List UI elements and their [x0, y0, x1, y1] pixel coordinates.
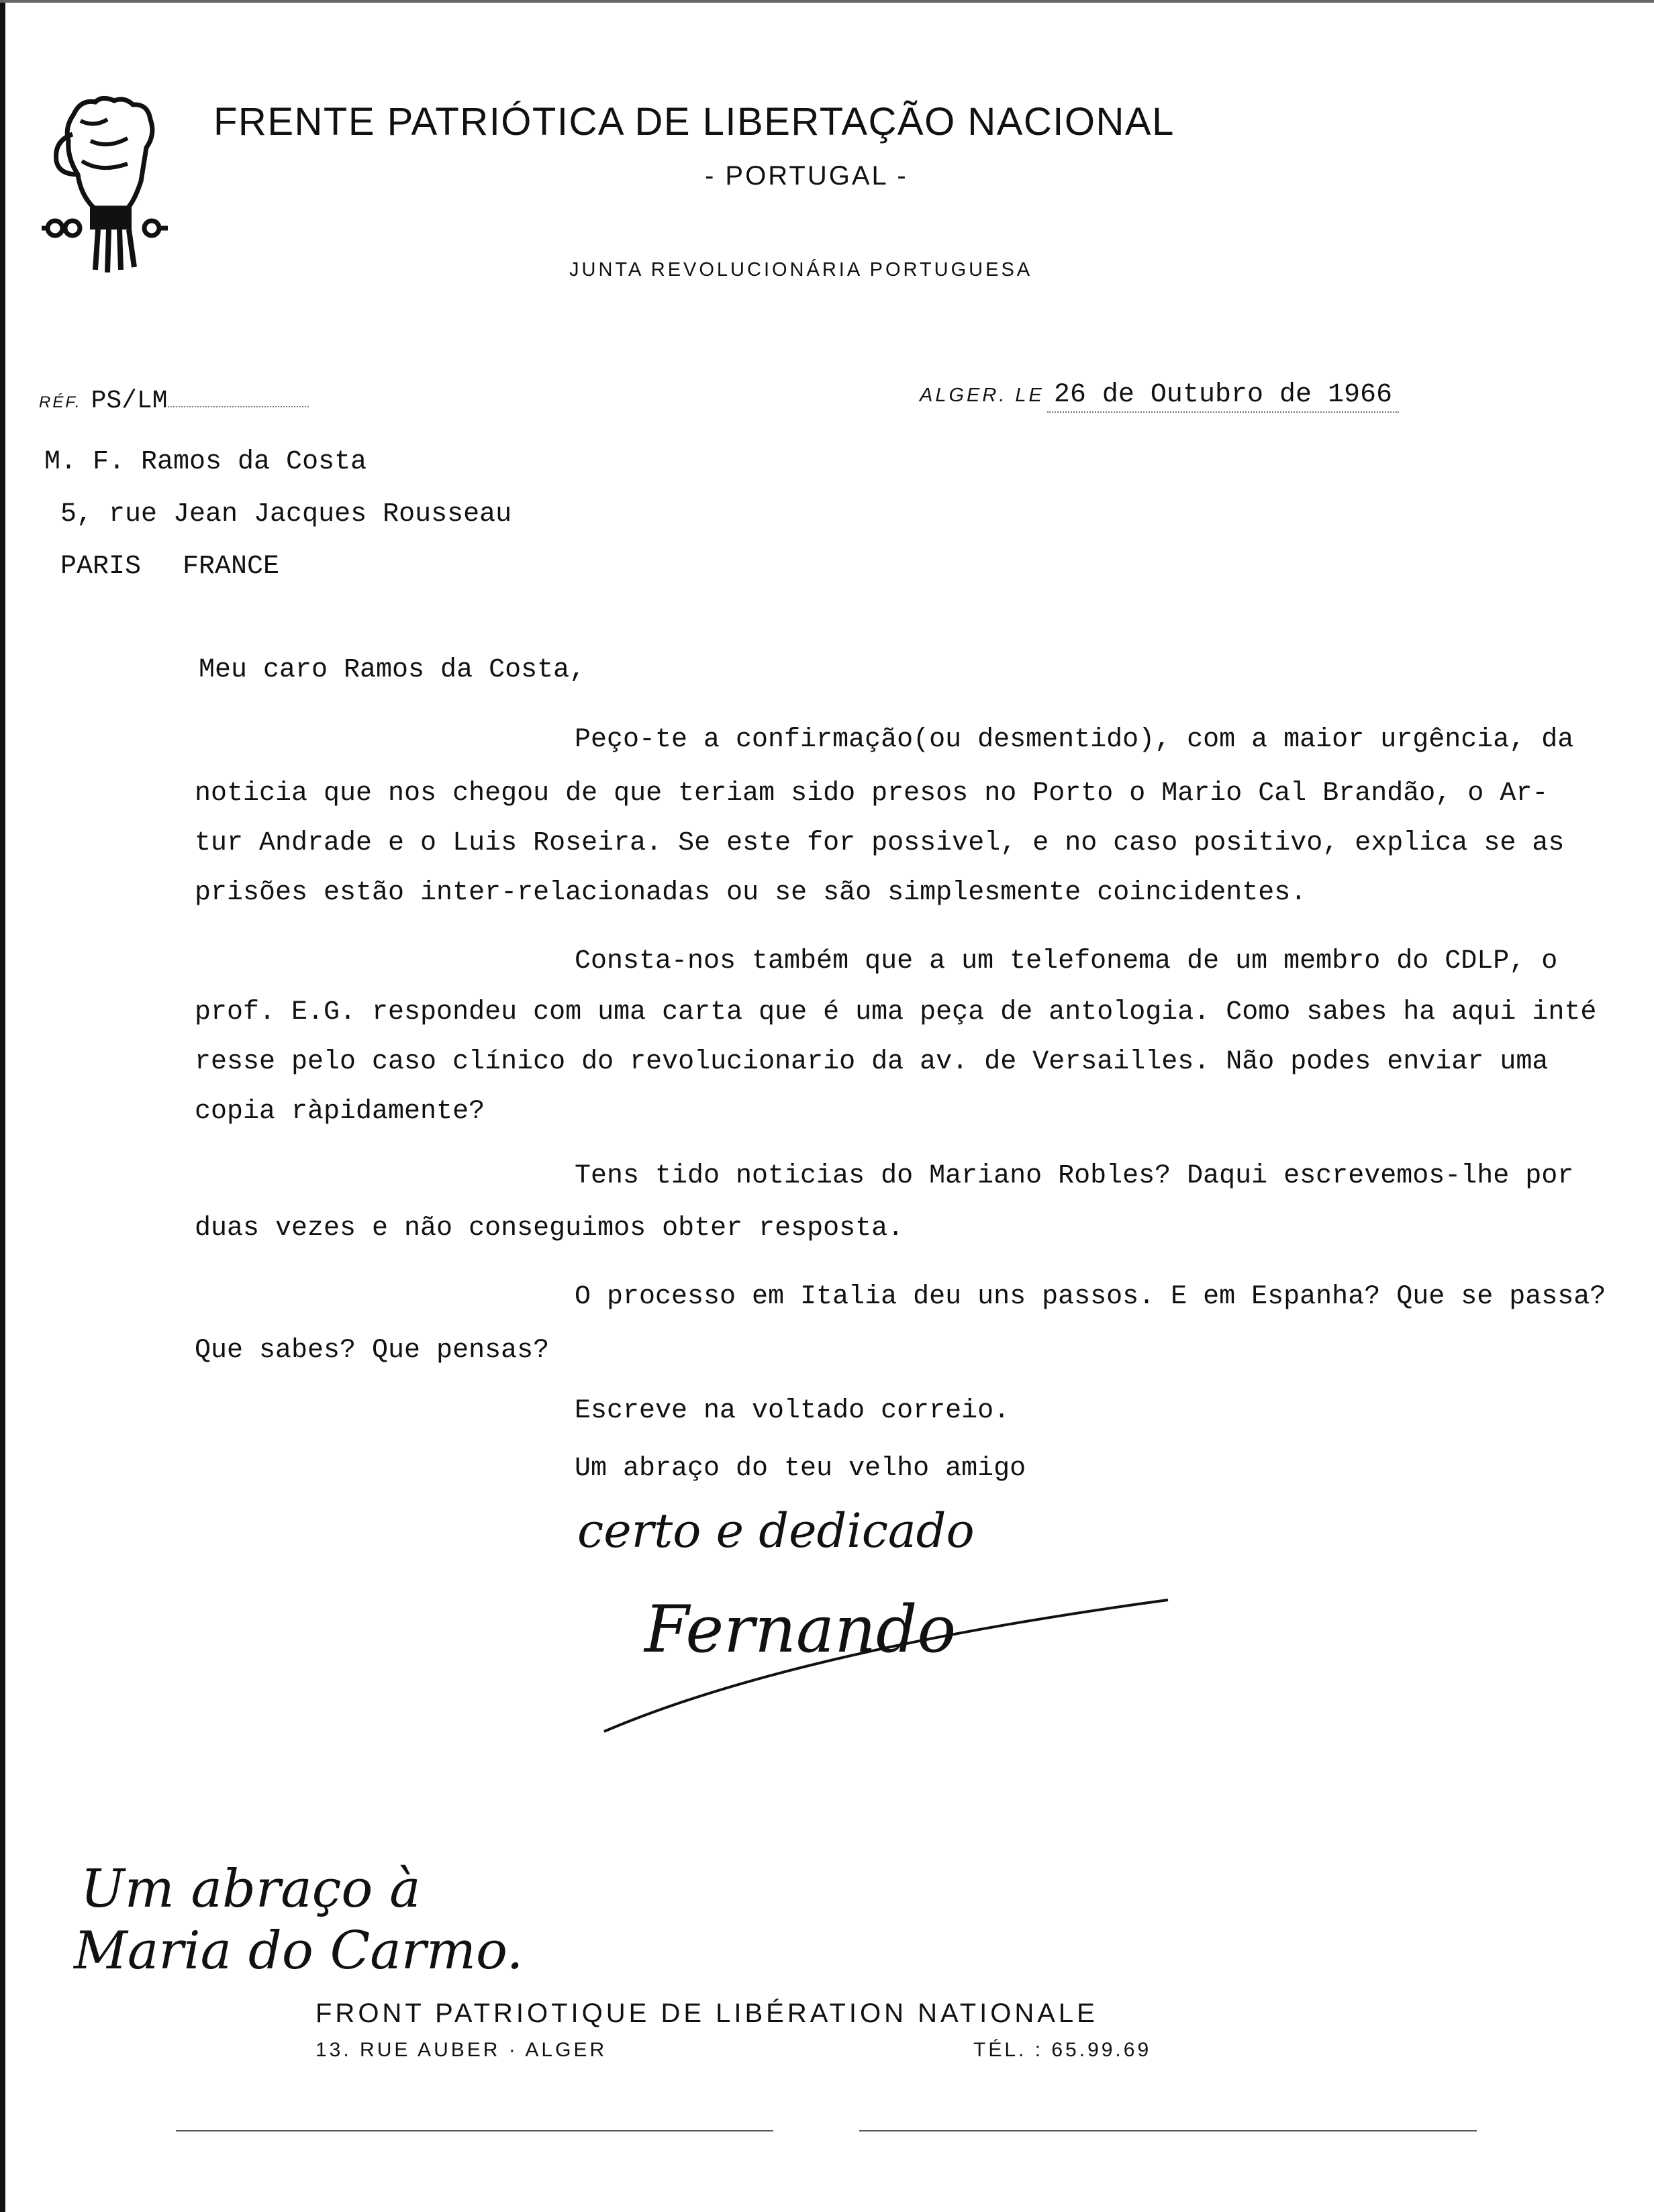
recipient-country: FRANCE	[183, 552, 280, 582]
recipient-city: PARIS	[60, 552, 142, 582]
body-line: Consta-nos também que a um telefonema de um membro do CDLP, o	[575, 946, 1558, 976]
footer-rule-right	[859, 2130, 1477, 2131]
place-label: ALGER. LE	[920, 385, 1044, 406]
letter-date: 26 de Outubro de 1966	[1047, 380, 1399, 413]
body-line: duas vezes e não conseguimos obter resposta.	[195, 1213, 904, 1244]
body-line: copia ràpidamente?	[195, 1097, 485, 1127]
signature: Fernando	[644, 1592, 957, 1667]
letterhead-junta: JUNTA REVOLUCIONÁRIA PORTUGUESA	[569, 259, 1033, 281]
body-line: resse pelo caso clínico do revolucionario da av. de Versailles. Não podes enviar uma	[195, 1047, 1549, 1077]
body-line: O processo em Italia deu uns passos. E em Espanha? Que se passa?	[575, 1282, 1606, 1312]
body-line: prof. E.G. respondeu com uma carta que é uma peça de antologia. Como sabes ha aqui inté	[195, 997, 1597, 1027]
place-date-line	[920, 380, 1399, 410]
body-line: noticia que nos chegou de que teriam sido presos no Porto o Mario Cal Brandão, o Ar-	[195, 778, 1549, 809]
body-line: prisões estão inter-relacionadas ou se são simplesmente coincidentes.	[195, 878, 1307, 908]
scan-edge-left	[0, 0, 5, 2212]
recipient-name: M. F. Ramos da Costa	[44, 447, 367, 477]
footer-tel: TÉL. : 65.99.69	[973, 2039, 1152, 2061]
body-line: tur Andrade e o Luis Roseira. Se este for possivel, e no caso positivo, explica se as	[195, 828, 1565, 858]
reference-line	[39, 387, 309, 415]
postscript-line: Um abraço à	[81, 1859, 421, 1919]
ref-value: PS/LM	[91, 387, 168, 415]
recipient-street: 5, rue Jean Jacques Rousseau	[60, 499, 512, 530]
handwritten-closing: certo e dedicado	[577, 1503, 975, 1558]
closing-line: Um abraço do teu velho amigo	[575, 1454, 1026, 1484]
letterhead-subtitle: - PORTUGAL -	[705, 161, 908, 191]
raised-fist-breaking-chain-icon	[34, 94, 175, 275]
ref-label: RÉF.	[39, 393, 82, 411]
body-line: Que sabes? Que pensas?	[195, 1336, 550, 1366]
footer-rule-left	[176, 2130, 773, 2131]
salutation: Meu caro Ramos da Costa,	[199, 655, 586, 685]
signature-underline	[591, 1591, 1181, 1745]
body-line: Peço-te a confirmação(ou desmentido), com a maior urgência, da	[575, 725, 1574, 755]
scan-edge-top	[0, 0, 1654, 3]
footer-address: 13. RUE AUBER · ALGER	[315, 2039, 607, 2061]
ref-dotted-line	[168, 406, 309, 407]
body-line: Tens tido noticias do Mariano Robles? Daqui escrevemos-lhe por	[575, 1161, 1574, 1191]
closing-line: Escreve na voltado correio.	[575, 1396, 1010, 1426]
footer-org: FRONT PATRIOTIQUE DE LIBÉRATION NATIONALE	[315, 1999, 1098, 2028]
letterhead-title: FRENTE PATRIÓTICA DE LIBERTAÇÃO NACIONAL	[213, 100, 1175, 144]
postscript-line: Maria do Carmo.	[74, 1921, 524, 1981]
